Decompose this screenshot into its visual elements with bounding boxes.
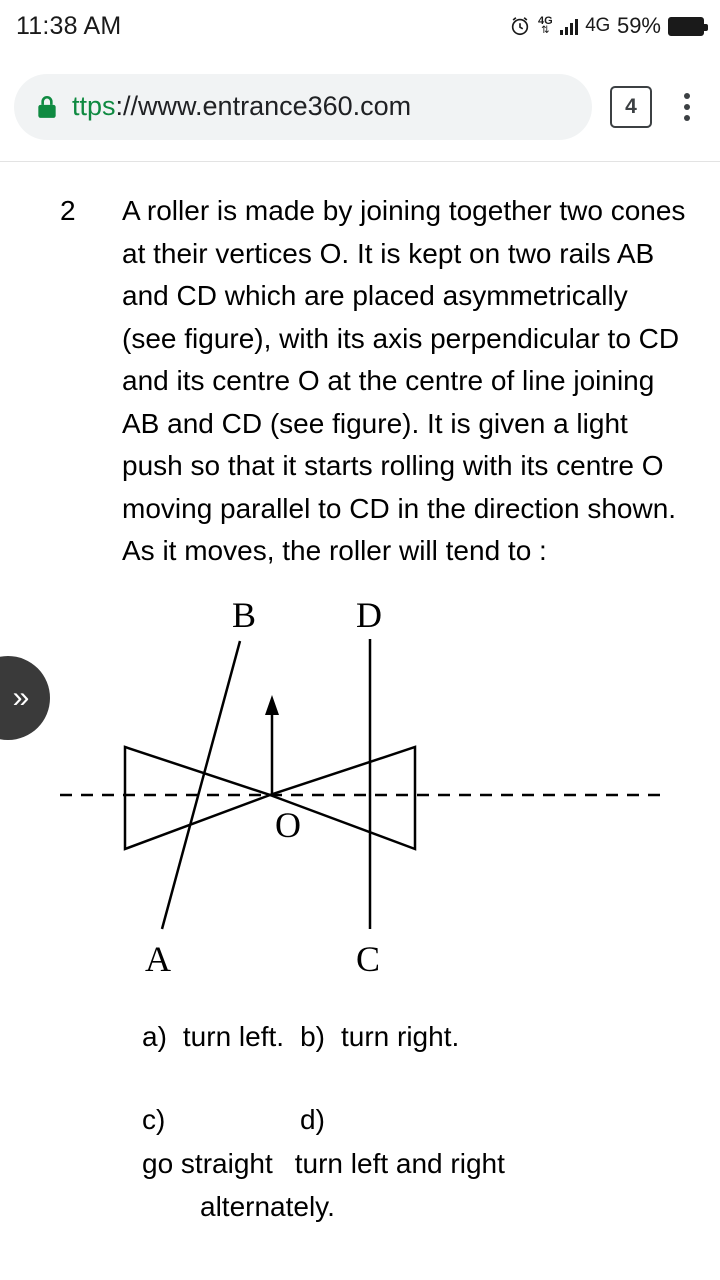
- overflow-menu-icon[interactable]: [674, 93, 700, 121]
- page-content: [0, 162, 720, 1280]
- label-D: D: [356, 598, 382, 635]
- option-c-label: c): [142, 1104, 166, 1136]
- battery-percent-label: 59%: [616, 13, 661, 38]
- option-cd-labels: [142, 1098, 325, 1141]
- network-indicator: 4G ⇅: [538, 15, 553, 36]
- url-scheme: ttps: [72, 91, 116, 121]
- url-host: ://www.entrance360.com: [115, 91, 412, 121]
- status-clock: 11:38 AM: [16, 11, 122, 40]
- question-block: [0, 162, 720, 573]
- option-c-text[interactable]: go straight: [142, 1147, 273, 1179]
- option-cd-texts: [142, 1142, 680, 1185]
- option-b-label: b): [300, 1020, 325, 1052]
- url-text: [72, 91, 411, 122]
- network-type-label: 4G: [585, 15, 610, 36]
- diagram-svg: [50, 599, 670, 999]
- battery-icon: [668, 17, 704, 36]
- option-d-text[interactable]: turn left and right: [294, 1147, 505, 1179]
- roller-on-rails-diagram: [0, 599, 720, 999]
- option-row-cd: [142, 1098, 680, 1141]
- question-number: 2: [60, 195, 76, 226]
- status-bar: [0, 0, 720, 52]
- option-d-text-line2[interactable]: alternately.: [200, 1191, 335, 1223]
- label-C: C: [356, 938, 381, 979]
- browser-toolbar: [0, 52, 720, 162]
- option-d-label: d): [300, 1104, 325, 1136]
- label-O: O: [275, 804, 301, 845]
- label-B: B: [232, 598, 257, 635]
- answer-options: [0, 999, 720, 1229]
- double-chevron-right-icon[interactable]: »: [0, 656, 50, 740]
- option-row-ab: [142, 1015, 680, 1058]
- address-bar[interactable]: [14, 74, 592, 140]
- option-b-text[interactable]: turn right.: [340, 1020, 460, 1052]
- option-a-text[interactable]: turn left.: [182, 1020, 285, 1052]
- option-a-label: a): [142, 1020, 167, 1052]
- question-text: A roller is made by joining together two cones at their vertices O. It is kept on two rails AB and CD which are placed asymmetrically (see figure), with its axis perpendicular to CD and its centre O at the centre of line joining AB and CD (see figure). It is given a light push so that it starts rolling with its centre O moving parallel to CD in the direction shown. As it moves, the roller will tend to :: [122, 195, 686, 567]
- alarm-clock-icon: [509, 15, 531, 37]
- tab-switcher-button[interactable]: 4: [610, 86, 652, 128]
- status-icons: [509, 13, 704, 39]
- lock-icon: [36, 94, 58, 120]
- signal-bars-icon: [560, 18, 579, 35]
- label-A: A: [145, 938, 171, 979]
